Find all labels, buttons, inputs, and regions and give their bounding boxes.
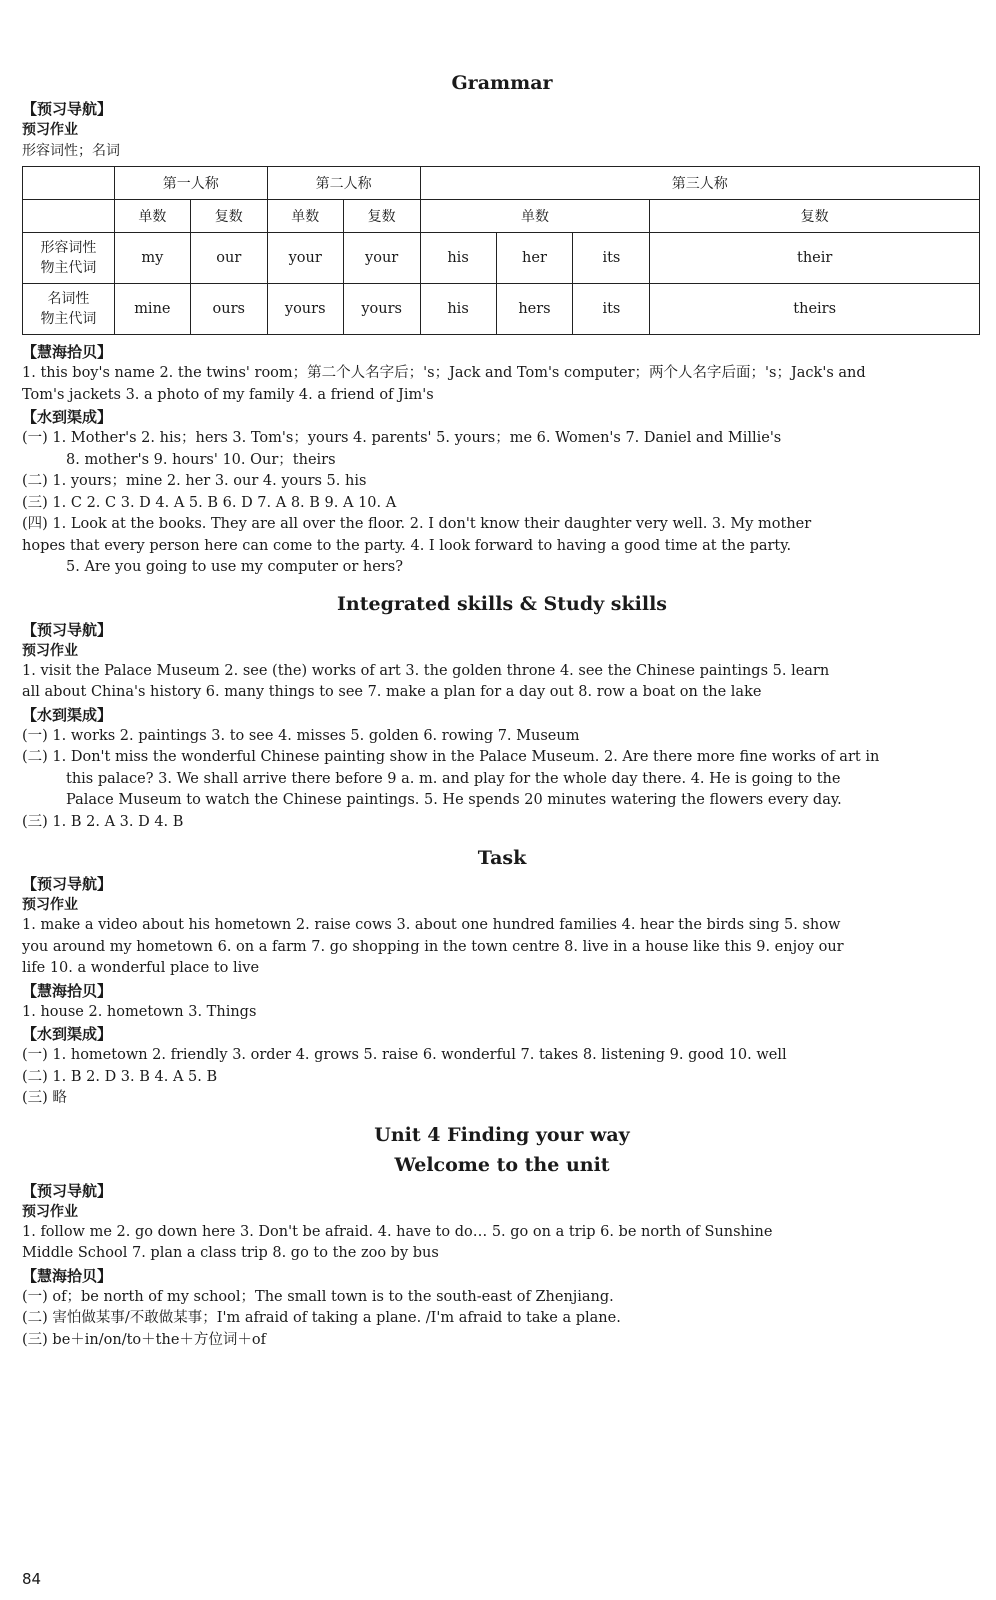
table-cell: our xyxy=(190,233,267,284)
homework-label: 预习作业 xyxy=(22,122,78,138)
answer-line: all about China's history 6. many things to see 7. make a plan for a day out 8. row a boat on the lake xyxy=(22,684,762,700)
answer-line: Palace Museum to watch the Chinese paintings. 5. He spends 20 minutes watering the flowers every day. xyxy=(66,792,842,808)
answer-line: 8. mother's 9. hours' 10. Our；theirs xyxy=(66,451,336,468)
answer-line: 1. visit the Palace Museum 2. see (the) works of art 3. the golden throne 4. see the Chinese paintings 5. learn xyxy=(22,662,830,679)
page-number: 84 xyxy=(22,1570,42,1588)
header-singular: 单数 xyxy=(114,200,190,233)
row-label-adjective: 形容词性 物主代词 xyxy=(23,233,115,284)
answer-line: Middle School 7. plan a class trip 8. go to the zoo by bus xyxy=(22,1245,439,1261)
homework-label: 预习作业 xyxy=(22,897,78,913)
header-first-person: 第一人称 xyxy=(114,167,267,200)
table-cell: his xyxy=(420,233,496,284)
answer-line: this palace? 3. We shall arrive there before 9 a. m. and play for the whole day there. 4. He is going to the xyxy=(66,770,841,787)
huihai-tag: 【慧海拾贝】 xyxy=(22,1266,113,1285)
answer-line: you around my hometown 6. on a farm 7. go shopping in the town centre 8. live in a house like this 9. enjoy our xyxy=(22,938,844,955)
answer-line: (二) 1. yours；mine 2. her 3. our 4. yours 5. his xyxy=(22,473,367,489)
answer-line: (二) 1. Don't miss the wonderful Chinese painting show in the Palace Museum. 2. Are there more fine works of art in xyxy=(22,749,880,765)
shuidao-tag: 【水到渠成】 xyxy=(22,1025,113,1043)
answer-line: (三) 1. B 2. A 3. D 4. B xyxy=(22,813,184,830)
header-plural: 复数 xyxy=(650,200,980,233)
section-title-task: Task xyxy=(477,847,527,869)
homework-line: 形容词性；名词 xyxy=(22,143,120,159)
table-cell: your xyxy=(267,233,343,284)
table-cell: theirs xyxy=(650,284,980,335)
section-title-welcome: Welcome to the unit xyxy=(394,1153,610,1176)
header-plural: 复数 xyxy=(343,200,420,233)
header-singular: 单数 xyxy=(420,200,650,233)
section-title-integrated: Integrated skills & Study skills xyxy=(337,592,667,615)
answer-line: (二) 害怕做某事/不敢做某事；I'm afraid of taking a plane. /I'm afraid to take a plane. xyxy=(22,1310,621,1326)
header-plural: 复数 xyxy=(190,200,267,233)
answer-line: (三) 1. C 2. C 3. D 4. A 5. B 6. D 7. A 8. B 9. A 10. A xyxy=(22,494,397,511)
answer-line: Tom's jackets 3. a photo of my family 4. a friend of Jim's xyxy=(22,386,434,403)
answer-line: 1. this boy's name 2. the twins' room；第二个人名字后；'s；Jack and Tom's computer；两个人名字后面；'s；Jack's and xyxy=(22,365,866,381)
header-third-person: 第三人称 xyxy=(420,167,979,200)
shuidao-tag: 【水到渠成】 xyxy=(22,705,113,724)
homework-label: 预习作业 xyxy=(22,642,78,659)
answer-line: 5. Are you going to use my computer or hers? xyxy=(66,559,403,575)
table-cell: hers xyxy=(496,284,573,335)
answer-line: (一) 1. works 2. paintings 3. to see 4. misses 5. golden 6. rowing 7. Museum xyxy=(22,727,580,744)
answer-line: life 10. a wonderful place to live xyxy=(22,960,260,976)
header-second-person: 第二人称 xyxy=(267,167,420,200)
shuidao-tag: 【水到渠成】 xyxy=(22,408,113,426)
answer-line: (三) 略 xyxy=(22,1090,67,1106)
answer-line: (一) of；be north of my school；The small town is to the south-east of Zhenjiang. xyxy=(22,1288,614,1305)
row-label-noun: 名词性 物主代词 xyxy=(23,284,115,335)
table-cell: their xyxy=(650,233,980,284)
table-cell: my xyxy=(114,233,190,284)
huihai-tag: 【慧海拾贝】 xyxy=(22,343,113,361)
section-title-grammar: Grammar xyxy=(451,72,553,94)
table-cell: his xyxy=(420,284,496,335)
answer-line: 1. follow me 2. go down here 3. Don't be afraid. 4. have to do… 5. go on a trip 6. be north of Sunshine xyxy=(22,1223,773,1240)
homework-label: 预习作业 xyxy=(22,1203,78,1220)
answer-page xyxy=(22,68,982,1351)
table-cell: its xyxy=(573,284,650,335)
answer-line: 1. make a video about his hometown 2. raise cows 3. about one hundred families 4. hear the birds sing 5. show xyxy=(22,917,841,933)
answer-line: 1. house 2. hometown 3. Things xyxy=(22,1003,257,1020)
table-cell: mine xyxy=(114,284,190,335)
table-corner xyxy=(23,167,115,200)
pronoun-table xyxy=(22,166,980,335)
preview-tag: 【预习导航】 xyxy=(22,1181,113,1200)
answer-line: (一) 1. Mother's 2. his；hers 3. Tom's；yours 4. parents' 5. yours；me 6. Women's 7. Daniel and Millie's xyxy=(22,430,782,446)
preview-tag: 【预习导航】 xyxy=(22,100,113,118)
answer-line: (三) be＋in/on/to＋the＋方位词＋of xyxy=(22,1331,266,1348)
table-cell: its xyxy=(573,233,650,284)
unit-title: Unit 4 Finding your way xyxy=(374,1123,630,1146)
table-cell: her xyxy=(496,233,573,284)
answer-line: (四) 1. Look at the books. They are all over the floor. 2. I don't know their daughter very well. 3. My mother xyxy=(22,516,812,532)
table-cell: yours xyxy=(267,284,343,335)
table-cell: ours xyxy=(190,284,267,335)
preview-tag: 【预习导航】 xyxy=(22,620,113,639)
answer-line: (二) 1. B 2. D 3. B 4. A 5. B xyxy=(22,1068,218,1085)
table-cell: yours xyxy=(343,284,420,335)
table-cell: your xyxy=(343,233,420,284)
huihai-tag: 【慧海拾贝】 xyxy=(22,981,113,1000)
header-singular: 单数 xyxy=(267,200,343,233)
preview-tag: 【预习导航】 xyxy=(22,875,113,893)
answer-line: (一) 1. hometown 2. friendly 3. order 4. grows 5. raise 6. wonderful 7. takes 8. listening 9. good 10. well xyxy=(22,1047,787,1063)
answer-line: hopes that every person here can come to the party. 4. I look forward to having a good time at the party. xyxy=(22,537,792,554)
table-blank xyxy=(23,200,115,233)
